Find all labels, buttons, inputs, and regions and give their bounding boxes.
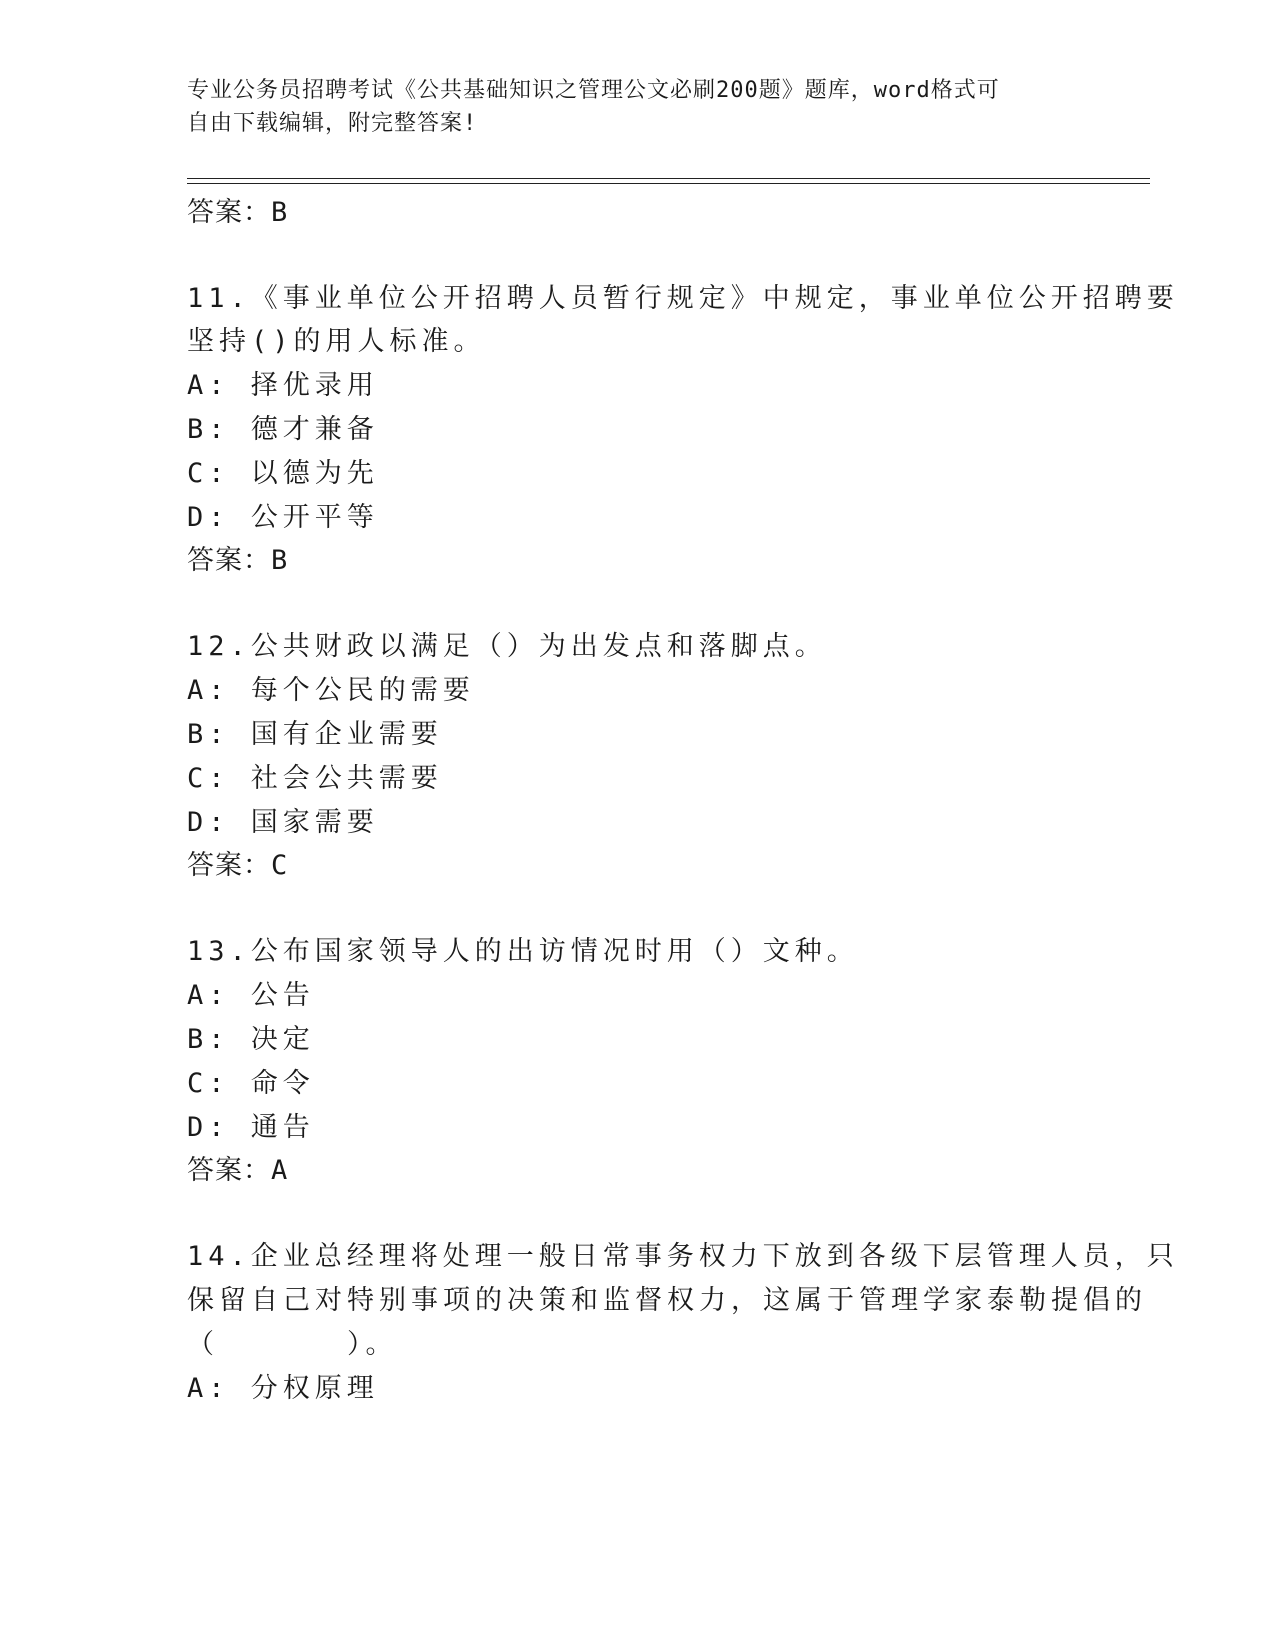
question-13-text-line-1: 13.公布国家领导人的出访情况时用（）文种。 xyxy=(187,936,859,967)
question-13-option-a: A: 公告 xyxy=(187,980,315,1011)
header-line-2: 自由下载编辑，附完整答案! xyxy=(187,111,478,136)
question-12-option-b: B: 国有企业需要 xyxy=(187,719,443,750)
question-11-option-d: D: 公开平等 xyxy=(187,502,379,533)
question-12-option-c: C: 社会公共需要 xyxy=(187,763,443,794)
question-12-option-d: D: 国家需要 xyxy=(187,807,379,838)
question-12-answer xyxy=(187,843,288,882)
header-divider-bottom xyxy=(187,183,1150,184)
question-13-option-d: D: 通告 xyxy=(187,1112,315,1143)
question-11-text-line-2: 坚持()的用人标准。 xyxy=(187,326,486,357)
question-14-text-line-1: 14.企业总经理将处理一般日常事务权力下放到各级下层管理人员，只 xyxy=(187,1241,1179,1272)
answer-label: 答案： xyxy=(187,197,271,228)
question-13-answer xyxy=(187,1148,288,1187)
question-13-option-b: B: 决定 xyxy=(187,1024,315,1055)
answer-label: 答案： xyxy=(187,1155,271,1186)
question-12-option-a: A: 每个公民的需要 xyxy=(187,675,475,706)
question-11-option-c: C: 以德为先 xyxy=(187,458,379,489)
answer-value: C xyxy=(271,850,289,881)
answer-label: 答案： xyxy=(187,545,271,576)
question-13-option-c: C: 命令 xyxy=(187,1068,315,1099)
question-11-answer xyxy=(187,538,288,577)
answer-value: B xyxy=(271,545,289,576)
answer-label: 答案： xyxy=(187,850,271,881)
document-header xyxy=(187,74,1067,140)
answer-value: B xyxy=(271,197,289,228)
prev-answer xyxy=(187,190,288,229)
question-11-option-a: A: 择优录用 xyxy=(187,370,379,401)
header-divider-top xyxy=(187,178,1150,179)
question-14-text-line-2: 保留自己对特别事项的决策和监督权力，这属于管理学家泰勒提倡的 xyxy=(187,1285,1147,1316)
question-11-option-b: B: 德才兼备 xyxy=(187,414,379,445)
answer-value: A xyxy=(271,1155,289,1186)
question-12-text-line-1: 12.公共财政以满足（）为出发点和落脚点。 xyxy=(187,631,827,662)
header-line-1: 专业公务员招聘考试《公共基础知识之管理公文必刷200题》题库，word格式可 xyxy=(187,78,1000,103)
question-14-option-a: A: 分权原理 xyxy=(187,1373,379,1404)
question-14-text-line-3: （ ）。 xyxy=(187,1329,398,1360)
question-11-text-line-1: 11.《事业单位公开招聘人员暂行规定》中规定，事业单位公开招聘要 xyxy=(187,283,1179,314)
